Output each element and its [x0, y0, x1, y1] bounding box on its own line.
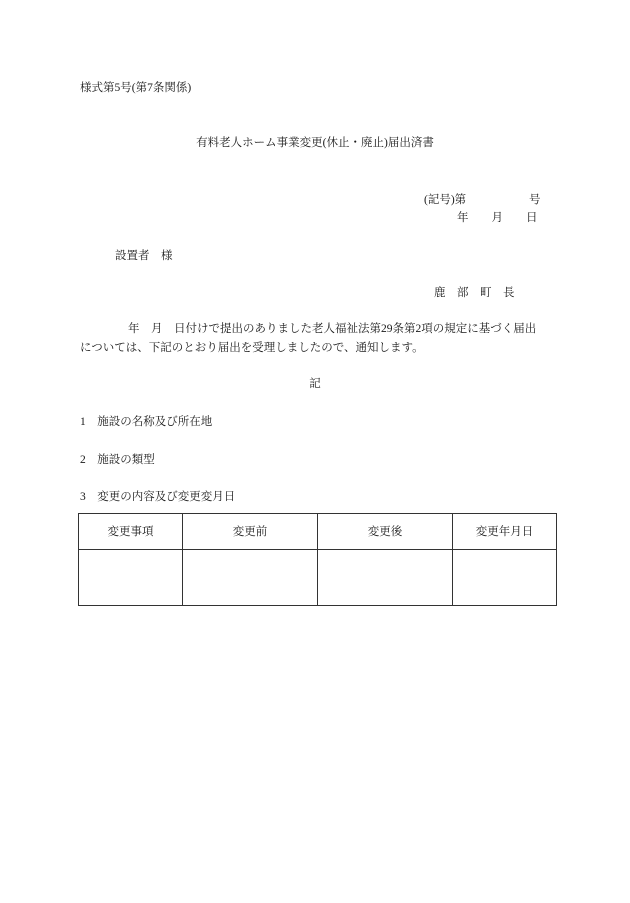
table-cell-change-date: [453, 550, 557, 606]
item-change-details: 3 変更の内容及び変更変月日: [80, 491, 236, 503]
document-title: 有料老人ホーム事業変更(休止・廃止)届出済書: [196, 137, 434, 149]
table-header-change-date: 変更年月日: [453, 514, 557, 550]
item-facility-type: 2 施設の類型: [80, 454, 155, 466]
body-text-line-2: については、下記のとおり届出を受理しましたので、通知します。: [80, 342, 424, 354]
table-cell-after: [318, 550, 453, 606]
form-number: 様式第5号(第7条関係): [80, 82, 192, 94]
recipient: 設置者 様: [115, 250, 173, 262]
reference-number-suffix: 号: [529, 194, 541, 206]
table-header-row: [79, 514, 557, 550]
issue-date: 年 月 日: [457, 212, 538, 224]
body-text-line-1: 年 月 日付けで提出のありました老人福祉法第29条第2項の規定に基づく届出: [128, 323, 537, 335]
table-header-change-item: 変更事項: [79, 514, 183, 550]
table-row: [79, 550, 557, 606]
item-facility-name-address: 1 施設の名称及び所在地: [80, 416, 213, 428]
table-cell-change-item: [79, 550, 183, 606]
table-cell-before: [183, 550, 318, 606]
table-header-before: 変更前: [183, 514, 318, 550]
ki-heading: 記: [309, 378, 321, 390]
table-header-after: 変更後: [318, 514, 453, 550]
issuer: 鹿 部 町 長: [434, 287, 515, 299]
change-table: [78, 513, 557, 606]
reference-number-prefix: (記号)第: [424, 194, 467, 206]
